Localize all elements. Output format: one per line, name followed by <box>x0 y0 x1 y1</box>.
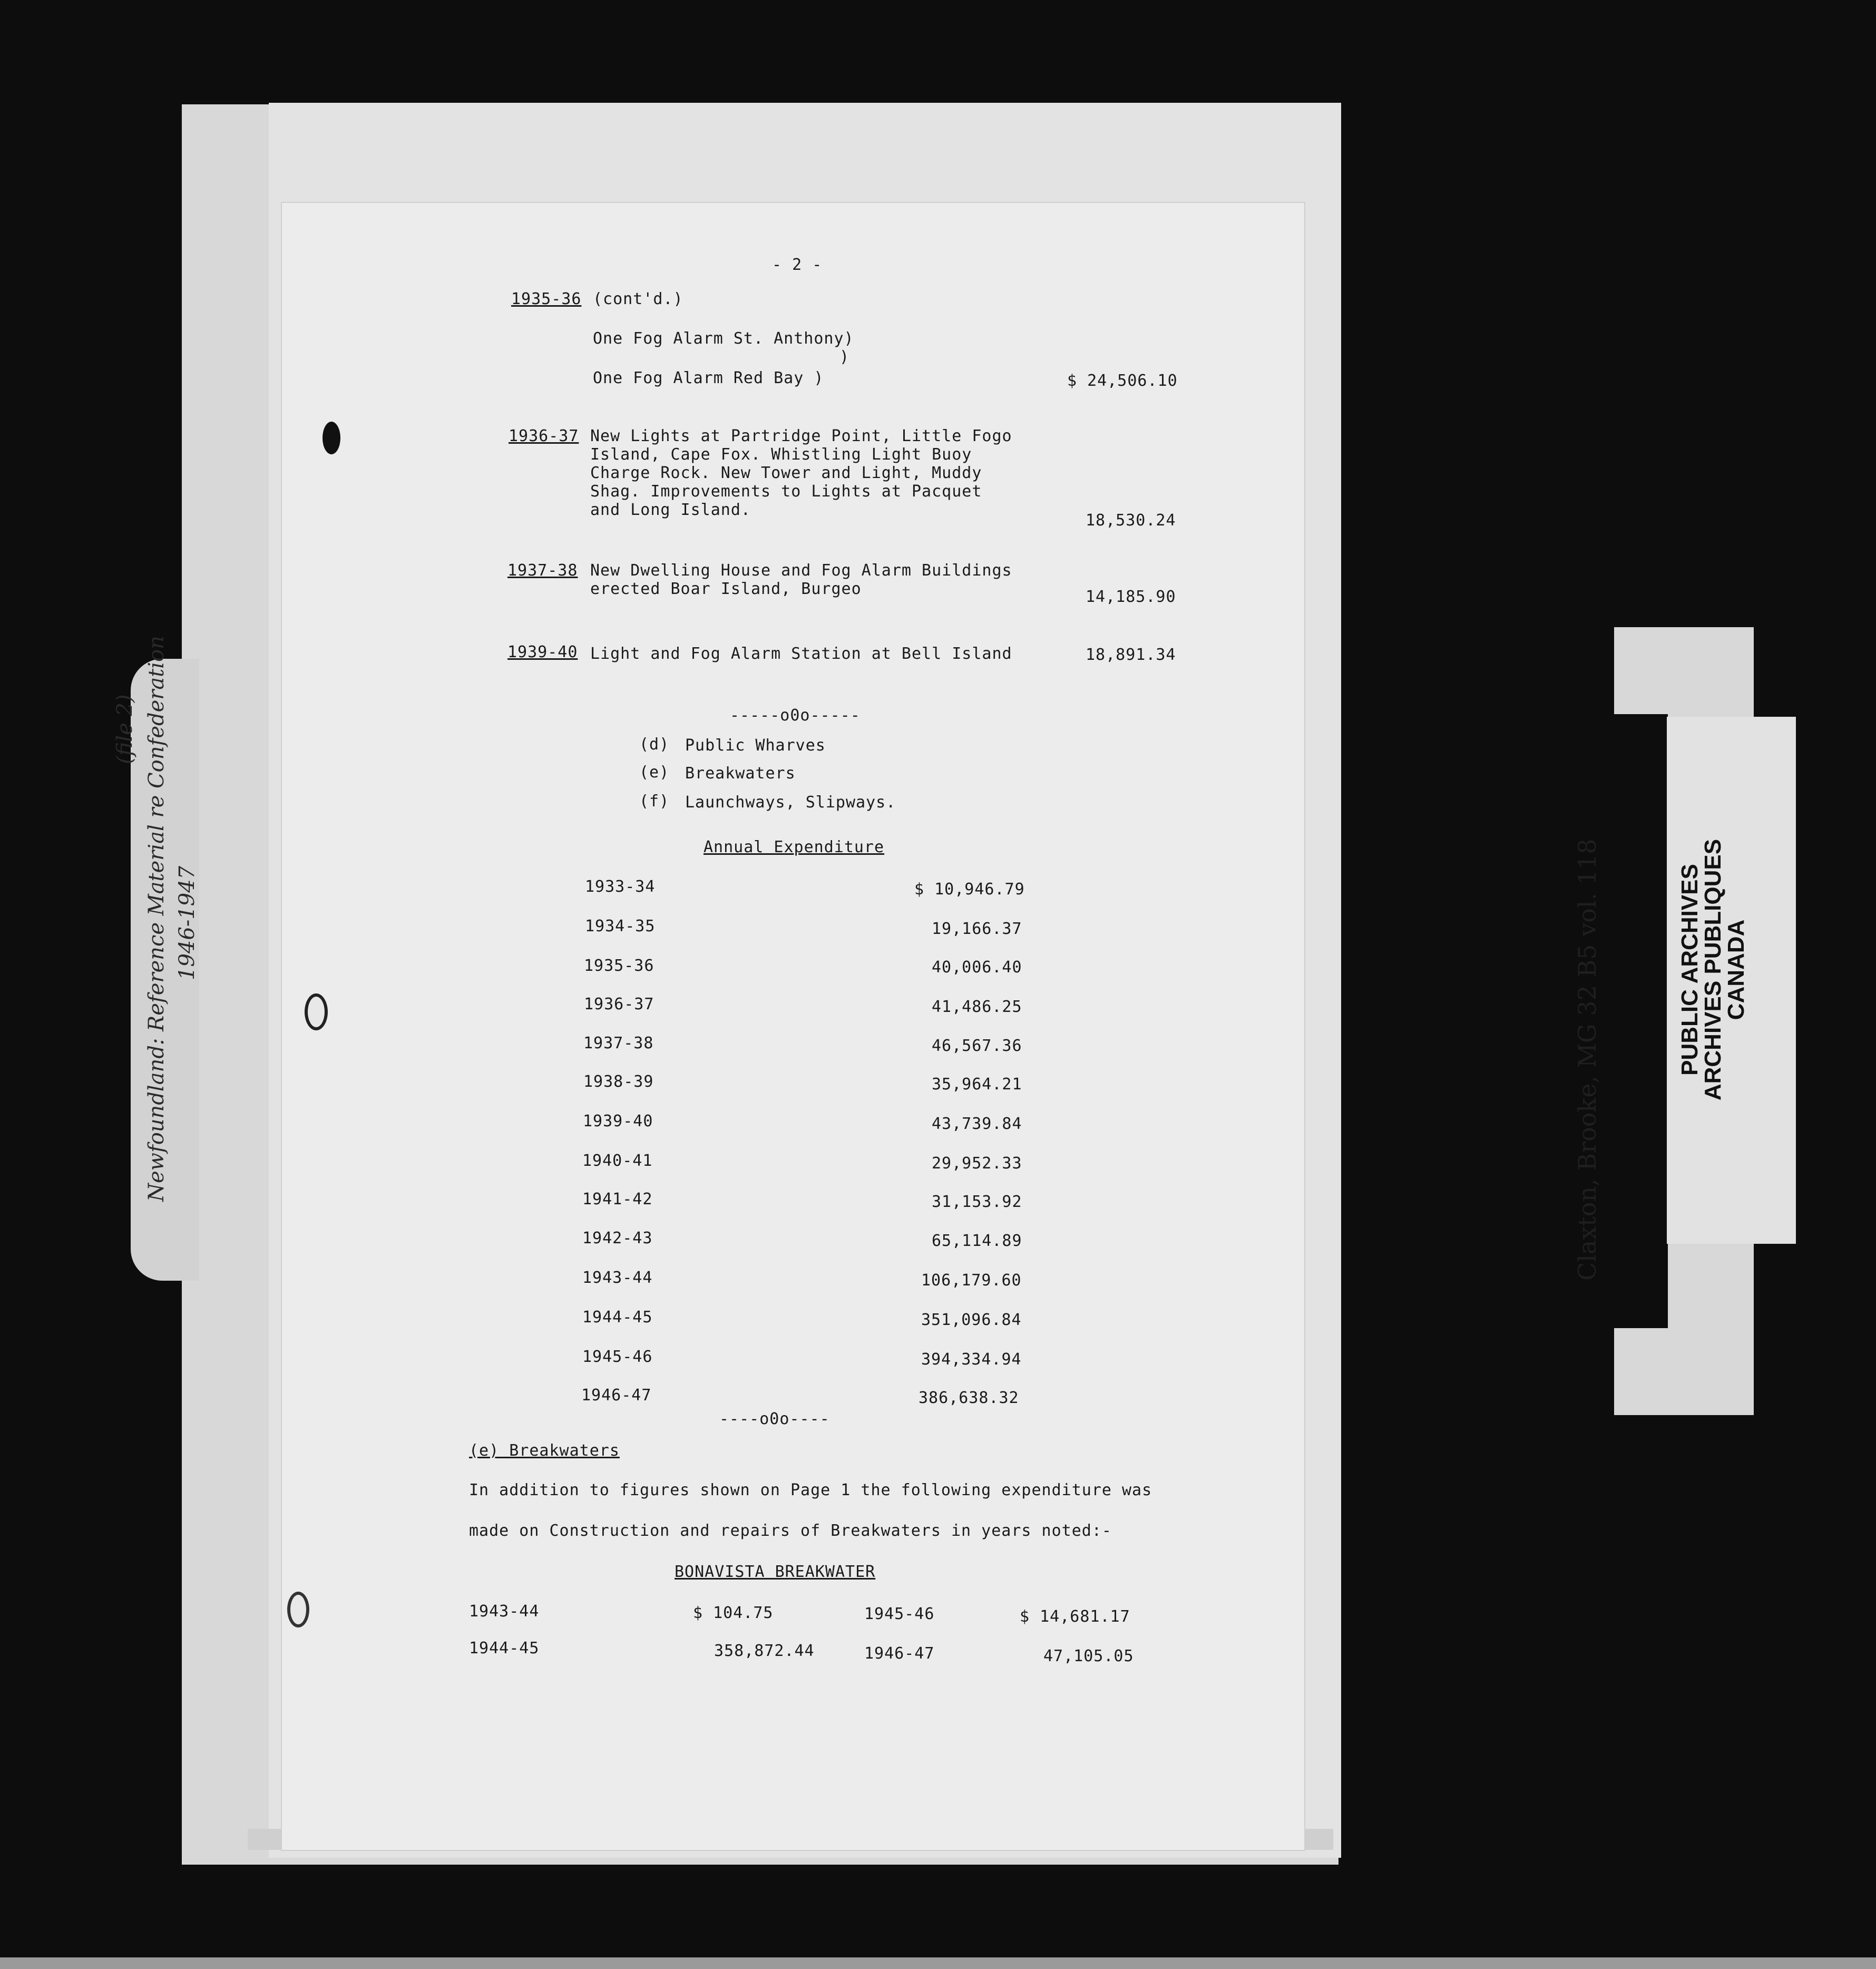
archive-handwritten-reference: Claxton, Brooke, MG 32 B5 vol. 118 <box>1573 839 1601 1281</box>
annual-year: 1935-36 <box>584 957 654 975</box>
annual-amount: 43,739.84 <box>932 1115 1022 1133</box>
annual-amount: 65,114.89 <box>932 1232 1022 1250</box>
year-heading-1935: 1935-36 <box>511 290 582 308</box>
category-key: (d) <box>639 735 670 754</box>
annual-amount: 394,334.94 <box>921 1350 1022 1369</box>
punch-hole-top <box>323 422 340 454</box>
category-label: Breakwaters <box>685 764 796 783</box>
entry-amount-1937: 14,185.90 <box>1086 588 1176 606</box>
punch-hole-middle <box>305 993 328 1030</box>
paragraph-line-2: made on Construction and repairs of Breakwaters in years noted:- <box>469 1522 1112 1540</box>
contd-label: (cont'd.) <box>593 290 683 308</box>
divider-2: ----o0o---- <box>719 1410 830 1428</box>
bonavista-year: 1944-45 <box>469 1639 540 1658</box>
entry-amount-1936: 18,530.24 <box>1086 511 1176 530</box>
entry-line: Light and Fog Alarm Station at Bell Island <box>590 645 1012 663</box>
entry-amount-1939: 18,891.34 <box>1086 646 1176 664</box>
annual-year: 1946-47 <box>581 1386 652 1405</box>
entry-line: New Lights at Partridge Point, Little Fogo <box>590 427 1012 445</box>
annual-amount: 35,964.21 <box>932 1075 1022 1094</box>
annual-year: 1945-46 <box>582 1348 653 1366</box>
category-key: (f) <box>639 792 670 811</box>
category-key: (e) <box>639 763 670 782</box>
page-number: - 2 - <box>772 256 823 274</box>
annual-amount: 31,153.92 <box>932 1193 1022 1211</box>
folder-tab-handwriting <box>113 636 204 1202</box>
scan-edge <box>0 1957 1876 1969</box>
entry-year-1939: 1939-40 <box>507 643 578 661</box>
divider-1: -----o0o----- <box>730 706 861 725</box>
item-1935-2: One Fog Alarm Red Bay ) <box>593 369 824 387</box>
annual-amount: 40,006.40 <box>932 958 1022 977</box>
entry-year-1936: 1936-37 <box>509 427 579 445</box>
annual-expenditure-title: Annual Expenditure <box>704 838 885 856</box>
entry-year-1937: 1937-38 <box>507 561 578 580</box>
breakwaters-heading: (e) Breakwaters <box>469 1441 620 1460</box>
annual-amount: 41,486.25 <box>932 998 1022 1016</box>
bonavista-amount: $ 104.75 <box>693 1604 774 1622</box>
annual-amount: 386,638.32 <box>919 1389 1019 1407</box>
punch-hole-bottom <box>287 1592 309 1627</box>
annual-year: 1943-44 <box>582 1269 653 1287</box>
annual-year: 1938-39 <box>583 1073 654 1091</box>
bonavista-year: 1945-46 <box>864 1605 935 1623</box>
entry-line: and Long Island. <box>590 501 751 519</box>
annual-amount: 19,166.37 <box>932 920 1022 938</box>
folder-tab-line2: 1946-1947 <box>175 865 199 980</box>
document-page <box>282 203 1304 1850</box>
annual-year: 1942-43 <box>582 1229 653 1247</box>
annual-year: 1934-35 <box>585 917 656 935</box>
bonavista-amount: 358,872.44 <box>714 1642 815 1660</box>
item-1935-1: One Fog Alarm St. Anthony) <box>593 329 854 348</box>
brace-mid: ) <box>839 348 850 366</box>
entry-line: Shag. Improvements to Lights at Pacquet <box>590 482 982 501</box>
bonavista-year: 1943-44 <box>469 1602 540 1621</box>
annual-year: 1937-38 <box>583 1034 654 1052</box>
stamp-line-1: PUBLIC ARCHIVES <box>1677 864 1703 1076</box>
category-label: Launchways, Slipways. <box>685 793 896 812</box>
annual-year: 1940-41 <box>582 1152 653 1170</box>
paragraph-line-1: In addition to figures shown on Page 1 the following expenditure was <box>469 1481 1152 1499</box>
entry-line: New Dwelling House and Fog Alarm Buildings <box>590 561 1012 580</box>
annual-year: 1944-45 <box>582 1308 653 1327</box>
entry-line: Island, Cape Fox. Whistling Light Buoy <box>590 445 972 464</box>
stamp-line-2: ARCHIVES PUBLIQUES <box>1700 839 1726 1101</box>
archive-label-frame <box>1613 714 1668 1328</box>
annual-year: 1941-42 <box>582 1190 653 1208</box>
bonavista-amount: 47,105.05 <box>1043 1647 1134 1665</box>
category-label: Public Wharves <box>685 736 826 755</box>
bonavista-title: BONAVISTA BREAKWATER <box>675 1563 876 1581</box>
annual-amount: 46,567.36 <box>932 1037 1022 1055</box>
annual-year: 1936-37 <box>584 995 654 1013</box>
annual-year: 1939-40 <box>583 1112 653 1130</box>
annual-amount: 29,952.33 <box>932 1154 1022 1173</box>
archive-stamp <box>1678 743 1773 1196</box>
annual-amount: 106,179.60 <box>921 1271 1022 1290</box>
entry-line: erected Boar Island, Burgeo <box>590 580 862 598</box>
stamp-line-3: CANADA <box>1723 919 1749 1020</box>
annual-amount: 351,096.84 <box>921 1311 1022 1329</box>
bonavista-amount: $ 14,681.17 <box>1020 1607 1130 1626</box>
bonavista-year: 1946-47 <box>864 1644 935 1663</box>
folder-tab-line1: Newfoundland: Reference Material re Confederation <box>144 636 169 1202</box>
folder-tab-line3: (file 2) <box>113 694 137 764</box>
amount-1935: $ 24,506.10 <box>1067 372 1178 390</box>
annual-amount: $ 10,946.79 <box>914 880 1025 899</box>
annual-year: 1933-34 <box>585 878 656 896</box>
entry-line: Charge Rock. New Tower and Light, Muddy <box>590 464 982 482</box>
